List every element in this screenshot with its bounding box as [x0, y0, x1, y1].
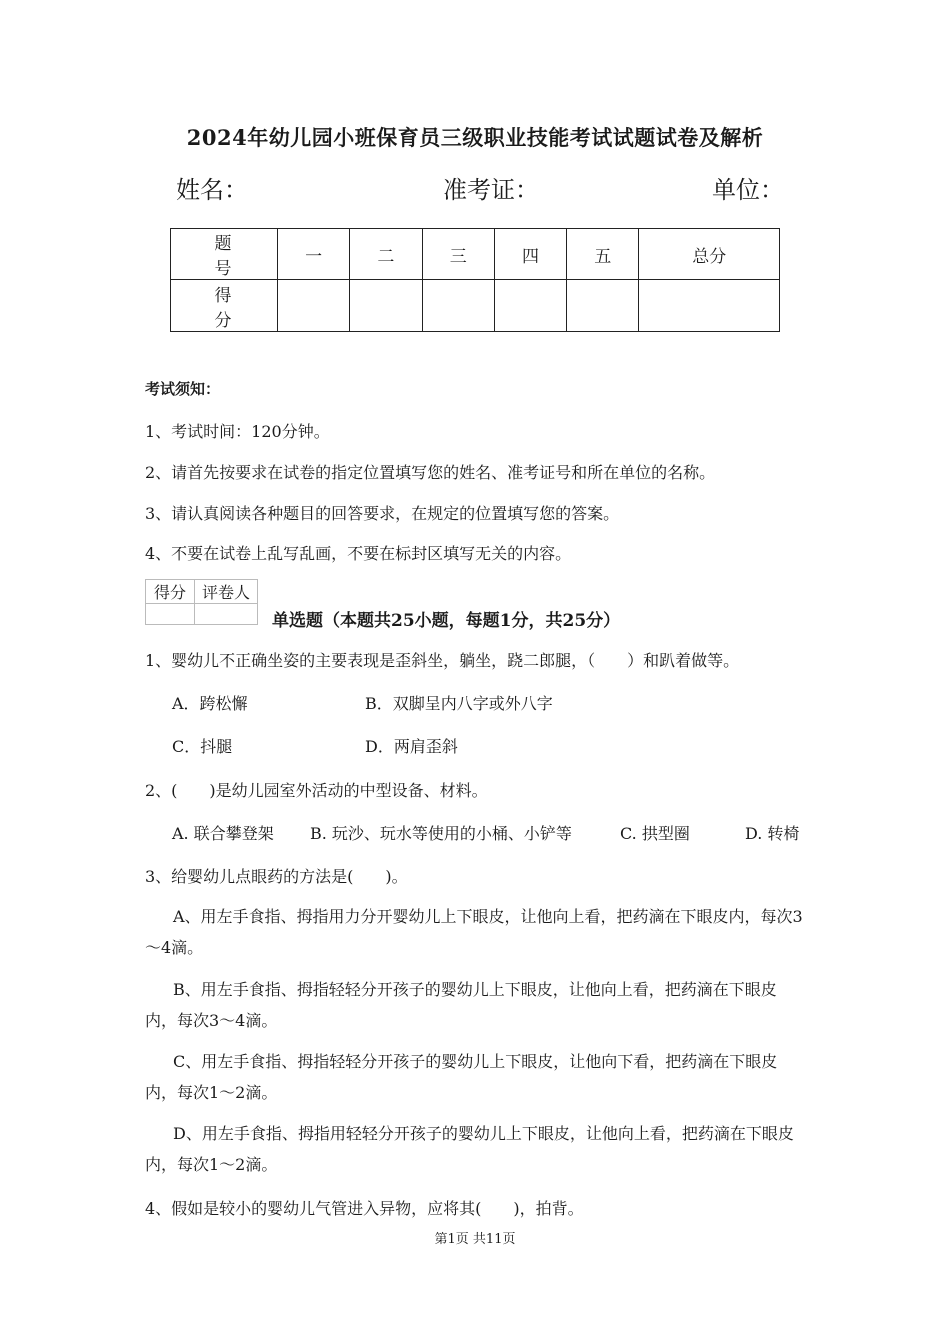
- option-d: D. 转椅: [745, 824, 800, 843]
- score-cell: [350, 280, 422, 332]
- notice-title: 考试须知：: [145, 380, 221, 398]
- name-label: 姓名：: [176, 176, 248, 204]
- notice-item: 3、请认真阅读各种题目的回答要求，在规定的位置填写您的答案。: [145, 504, 620, 523]
- section-title: 单选题（本题共25小题，每题1分，共25分）: [272, 611, 621, 631]
- option-c: C．抖腿: [172, 737, 233, 756]
- grader-box-score-label: 得分: [146, 580, 195, 604]
- row-label-score: 得 分: [171, 280, 278, 332]
- score-cell: [494, 280, 566, 332]
- score-table: [170, 228, 780, 332]
- grader-box-grader-label: 评卷人: [195, 580, 258, 604]
- score-cell: [278, 280, 350, 332]
- question-stem: 4、假如是较小的婴幼儿气管进入异物，应将其( )，拍背。: [145, 1199, 584, 1218]
- option-b: B．双脚呈内八字或外八字: [365, 694, 553, 713]
- grader-box-score-cell: [146, 604, 195, 625]
- option-c: C、用左手食指、拇指轻轻分开孩子的婴幼儿上下眼皮，让他向下看，把药滴在下眼皮内，每次1～2滴。: [145, 1052, 778, 1102]
- notice-item: 1、考试时间：120分钟。: [145, 422, 330, 441]
- score-cell: [567, 280, 639, 332]
- option-d: D、用左手食指、拇指用轻轻分开孩子的婴幼儿上下眼皮，让他向上看，把药滴在下眼皮内，每次1～2滴。: [145, 1124, 794, 1174]
- option-b: B. 玩沙、玩水等使用的小桶、小铲等: [310, 824, 572, 843]
- score-cell: [422, 280, 494, 332]
- question-stem: 3、给婴幼儿点眼药的方法是( )。: [145, 867, 408, 886]
- option-b: B、用左手食指、拇指轻轻分开孩子的婴幼儿上下眼皮，让他向上看，把药滴在下眼皮内，每次3～4滴。: [145, 980, 777, 1030]
- score-cell: [639, 280, 780, 332]
- option-a: A．跨松懈: [172, 694, 248, 713]
- option-a: A. 联合攀登架: [172, 824, 274, 843]
- header-cell-3: 三: [422, 229, 494, 280]
- option-c: C. 拱型圈: [620, 824, 690, 843]
- option-a: A、用左手食指、拇指用力分开婴幼儿上下眼皮，让他向上看，把药滴在下眼皮内，每次3～4滴。: [145, 907, 803, 957]
- notice-item: 4、不要在试卷上乱写乱画，不要在标封区填写无关的内容。: [145, 544, 572, 563]
- header-cell-total: 总分: [639, 229, 780, 280]
- option-d: D．两肩歪斜: [365, 737, 458, 756]
- score-table-header-row: [171, 229, 780, 280]
- header-cell-4: 四: [494, 229, 566, 280]
- question-stem: 2、( )是幼儿园室外活动的中型设备、材料。: [145, 781, 488, 800]
- header-cell-5: 五: [567, 229, 639, 280]
- score-table-score-row: [171, 280, 780, 332]
- unit-label: 单位：: [712, 176, 784, 204]
- header-cell-2: 二: [350, 229, 422, 280]
- grader-box-grader-cell: [195, 604, 258, 625]
- header-cell-question-no: 题 号: [171, 229, 278, 280]
- exam-id-label: 准考证：: [443, 176, 539, 204]
- grader-box: [145, 579, 258, 625]
- page-footer: 第1页 共11页: [434, 1232, 516, 1247]
- question-stem: 1、婴幼儿不正确坐姿的主要表现是歪斜坐，躺坐，跷二郎腿，（ ）和趴着做等。: [145, 651, 740, 670]
- header-cell-1: 一: [278, 229, 350, 280]
- document-title: 2024年幼儿园小班保育员三级职业技能考试试题试卷及解析: [186, 125, 764, 150]
- notice-item: 2、请首先按要求在试卷的指定位置填写您的姓名、准考证号和所在单位的名称。: [145, 463, 716, 482]
